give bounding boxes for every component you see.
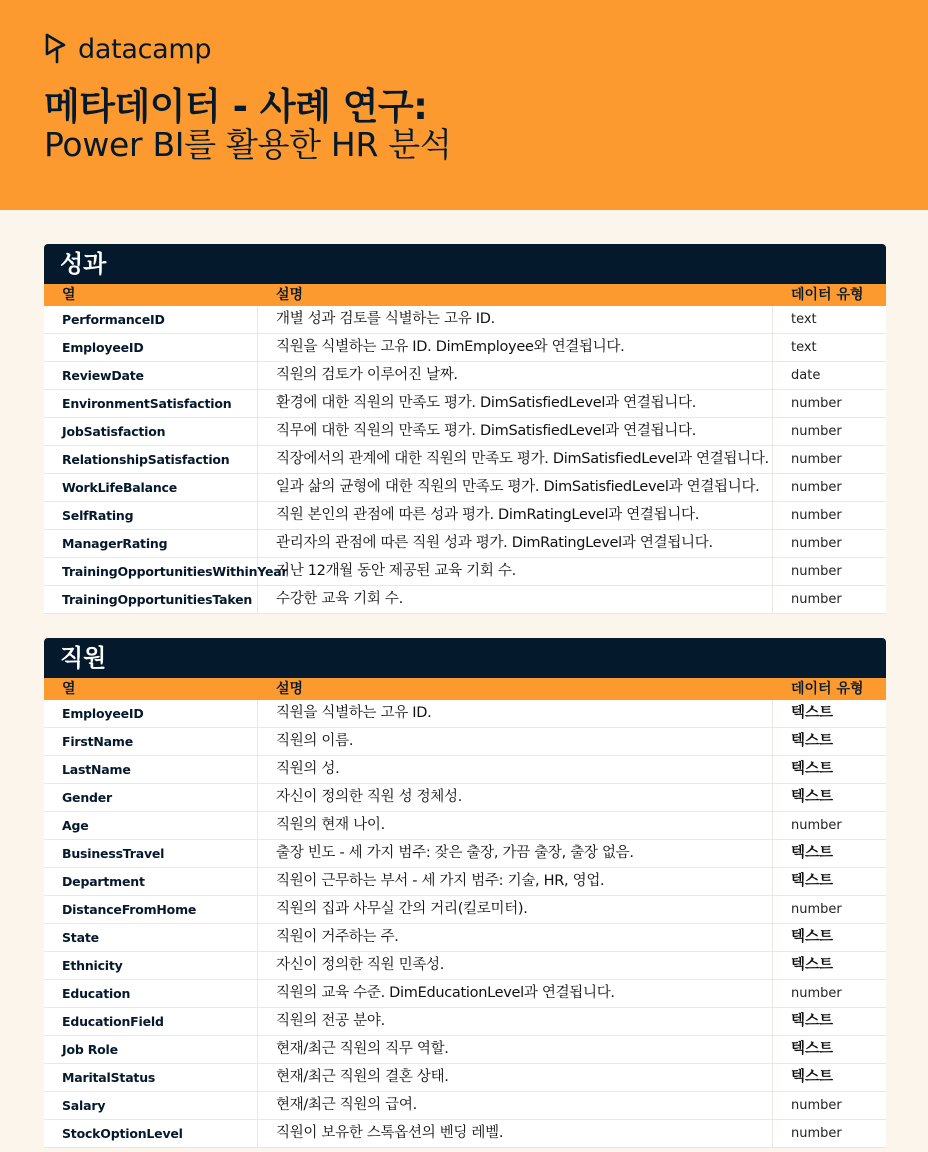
- table-row: [44, 558, 886, 586]
- column-header-type: 데이터 유형: [791, 287, 864, 303]
- table-row: [44, 896, 886, 924]
- table-row: [44, 756, 886, 784]
- data-type-cell: 텍스트: [791, 1013, 834, 1029]
- data-type-cell: 텍스트: [791, 733, 834, 749]
- column-name-cell: Age: [44, 812, 258, 839]
- table-row: [44, 390, 886, 418]
- section-title: 성과: [44, 244, 886, 284]
- data-type-cell: number: [791, 818, 842, 833]
- page-title: 메타데이터 - 사례 연구:: [44, 85, 428, 128]
- data-type-cell: 텍스트: [791, 845, 834, 861]
- description-cell: 자신이 정의한 직원 성 정체성.: [258, 784, 773, 811]
- data-type-cell: 텍스트: [791, 873, 834, 889]
- table-row: [44, 980, 886, 1008]
- datacamp-logo-icon: [44, 32, 72, 66]
- column-header-row: [44, 678, 886, 700]
- description-cell: 직무에 대한 직원의 만족도 평가. DimSatisfiedLevel과 연결됩니다.: [258, 418, 773, 445]
- data-type-cell: number: [791, 592, 842, 607]
- table-row: [44, 868, 886, 896]
- data-type-cell: number: [791, 424, 842, 439]
- column-header-col: 열: [62, 681, 76, 697]
- data-type-cell: text: [791, 312, 817, 327]
- table-row: [44, 586, 886, 614]
- description-cell: 환경에 대한 직원의 만족도 평가. DimSatisfiedLevel과 연결됩니다.: [258, 390, 773, 417]
- description-cell: 직원이 거주하는 주.: [258, 924, 773, 951]
- data-type-cell: 텍스트: [791, 789, 834, 805]
- description-cell: 직원을 식별하는 고유 ID.: [258, 700, 773, 727]
- description-cell: 수강한 교육 기회 수.: [258, 586, 773, 613]
- description-cell: 직원이 보유한 스톡옵션의 벤딩 레벨.: [258, 1120, 773, 1147]
- table-row: [44, 924, 886, 952]
- data-type-cell: number: [791, 1126, 842, 1141]
- table-row: [44, 334, 886, 362]
- column-name-cell: Gender: [44, 784, 258, 811]
- description-cell: 일과 삶의 균형에 대한 직원의 만족도 평가. DimSatisfiedLevel과 연결됩니다.: [258, 474, 773, 501]
- table-body: [44, 306, 886, 614]
- column-name-cell: ReviewDate: [44, 362, 258, 389]
- data-type-cell: date: [791, 368, 821, 383]
- employee-section: [44, 638, 886, 1148]
- column-name-cell: BusinessTravel: [44, 840, 258, 867]
- column-header-desc: 설명: [276, 287, 304, 303]
- description-cell: 자신이 정의한 직원 민족성.: [258, 952, 773, 979]
- column-name-cell: ManagerRating: [44, 530, 258, 557]
- description-cell: 직원의 교육 수준. DimEducationLevel과 연결됩니다.: [258, 980, 773, 1007]
- data-type-cell: number: [791, 536, 842, 551]
- column-name-cell: EmployeeID: [44, 334, 258, 361]
- data-type-cell: 텍스트: [791, 705, 834, 721]
- table-row: [44, 530, 886, 558]
- data-type-cell: number: [791, 1098, 842, 1113]
- data-type-cell: number: [791, 986, 842, 1001]
- column-header-row: [44, 284, 886, 306]
- table-row: [44, 502, 886, 530]
- section-title: 직원: [44, 638, 886, 678]
- description-cell: 직원이 근무하는 부서 - 세 가지 범주: 기술, HR, 영업.: [258, 868, 773, 895]
- column-name-cell: Education: [44, 980, 258, 1007]
- table-row: [44, 1120, 886, 1148]
- data-type-cell: number: [791, 902, 842, 917]
- data-type-cell: 텍스트: [791, 1069, 834, 1085]
- data-type-cell: 텍스트: [791, 957, 834, 973]
- table-row: [44, 1064, 886, 1092]
- description-cell: 직원의 현재 나이.: [258, 812, 773, 839]
- column-name-cell: EmployeeID: [44, 700, 258, 727]
- table-row: [44, 840, 886, 868]
- data-type-cell: 텍스트: [791, 1041, 834, 1057]
- column-header-col: 열: [62, 287, 76, 303]
- data-type-cell: number: [791, 564, 842, 579]
- column-name-cell: SelfRating: [44, 502, 258, 529]
- description-cell: 현재/최근 직원의 직무 역할.: [258, 1036, 773, 1063]
- table-row: [44, 362, 886, 390]
- data-type-cell: number: [791, 480, 842, 495]
- table-row: [44, 446, 886, 474]
- brand-name: datacamp: [78, 33, 212, 65]
- table-row: [44, 418, 886, 446]
- column-name-cell: WorkLifeBalance: [44, 474, 258, 501]
- table-row: [44, 1092, 886, 1120]
- column-name-cell: Ethnicity: [44, 952, 258, 979]
- table-row: [44, 474, 886, 502]
- description-cell: 직원을 식별하는 고유 ID. DimEmployee와 연결됩니다.: [258, 334, 773, 361]
- data-type-cell: number: [791, 452, 842, 467]
- data-type-cell: text: [791, 340, 817, 355]
- column-header-desc: 설명: [276, 681, 304, 697]
- column-name-cell: StockOptionLevel: [44, 1120, 258, 1147]
- table-row: [44, 1008, 886, 1036]
- description-cell: 직원의 성.: [258, 756, 773, 783]
- description-cell: 지난 12개월 동안 제공된 교육 기회 수.: [258, 558, 773, 585]
- column-name-cell: DistanceFromHome: [44, 896, 258, 923]
- column-name-cell: FirstName: [44, 728, 258, 755]
- description-cell: 직원 본인의 관점에 따른 성과 평가. DimRatingLevel과 연결됩니다.: [258, 502, 773, 529]
- column-name-cell: EnvironmentSatisfaction: [44, 390, 258, 417]
- data-type-cell: number: [791, 508, 842, 523]
- description-cell: 직원의 전공 분야.: [258, 1008, 773, 1035]
- performance-section: [44, 244, 886, 614]
- table-row: [44, 952, 886, 980]
- table-row: [44, 306, 886, 334]
- column-name-cell: TrainingOpportunitiesWithinYear: [44, 558, 258, 585]
- table-row: [44, 728, 886, 756]
- table-row: [44, 784, 886, 812]
- column-name-cell: RelationshipSatisfaction: [44, 446, 258, 473]
- data-type-cell: number: [791, 396, 842, 411]
- table-body: [44, 700, 886, 1148]
- datacamp-logo: [44, 30, 211, 68]
- column-name-cell: TrainingOpportunitiesTaken: [44, 586, 258, 613]
- column-name-cell: JobSatisfaction: [44, 418, 258, 445]
- description-cell: 현재/최근 직원의 급여.: [258, 1092, 773, 1119]
- page-subtitle: Power BI를 활용한 HR 분석: [44, 125, 452, 164]
- column-name-cell: Department: [44, 868, 258, 895]
- description-cell: 현재/최근 직원의 결혼 상태.: [258, 1064, 773, 1091]
- column-name-cell: EducationField: [44, 1008, 258, 1035]
- column-header-type: 데이터 유형: [791, 681, 864, 697]
- description-cell: 관리자의 관점에 따른 직원 성과 평가. DimRatingLevel과 연결됩니다.: [258, 530, 773, 557]
- data-type-cell: 텍스트: [791, 761, 834, 777]
- description-cell: 출장 빈도 - 세 가지 범주: 잦은 출장, 가끔 출장, 출장 없음.: [258, 840, 773, 867]
- column-name-cell: PerformanceID: [44, 306, 258, 333]
- description-cell: 개별 성과 검토를 식별하는 고유 ID.: [258, 306, 773, 333]
- description-cell: 직원의 검토가 이루어진 날짜.: [258, 362, 773, 389]
- column-name-cell: LastName: [44, 756, 258, 783]
- description-cell: 직원의 이름.: [258, 728, 773, 755]
- header-banner: [0, 0, 928, 210]
- table-row: [44, 700, 886, 728]
- description-cell: 직장에서의 관계에 대한 직원의 만족도 평가. DimSatisfiedLevel과 연결됩니다.: [258, 446, 773, 473]
- description-cell: 직원의 집과 사무실 간의 거리(킬로미터).: [258, 896, 773, 923]
- column-name-cell: MaritalStatus: [44, 1064, 258, 1091]
- column-name-cell: Job Role: [44, 1036, 258, 1063]
- table-row: [44, 812, 886, 840]
- column-name-cell: Salary: [44, 1092, 258, 1119]
- column-name-cell: State: [44, 924, 258, 951]
- table-row: [44, 1036, 886, 1064]
- data-type-cell: 텍스트: [791, 929, 834, 945]
